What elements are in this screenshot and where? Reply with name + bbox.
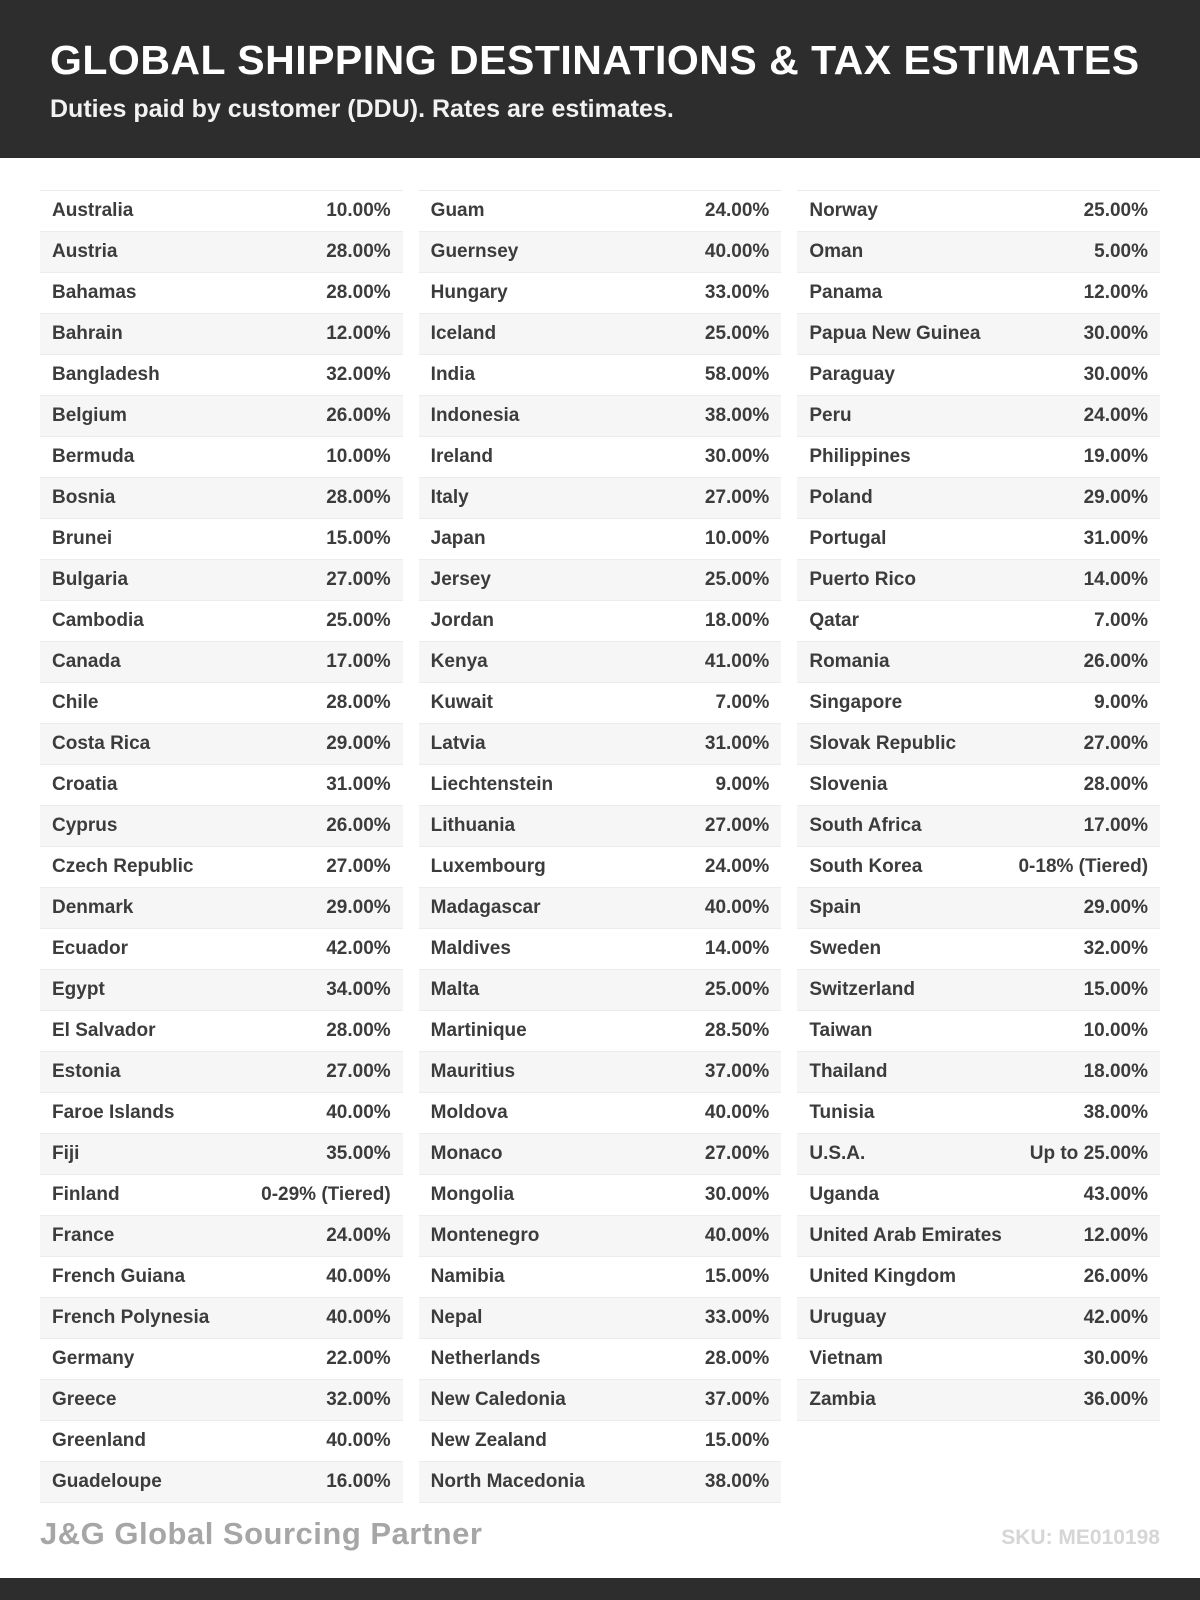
tax-rate: 28.00% bbox=[1083, 774, 1149, 796]
country-name: United Arab Emirates bbox=[809, 1225, 1002, 1247]
tax-rate: 29.00% bbox=[326, 733, 391, 755]
tax-rate: 10.00% bbox=[326, 200, 391, 222]
country-name: Costa Rica bbox=[52, 733, 151, 755]
tax-rate: 24.00% bbox=[1083, 405, 1149, 427]
table-row bbox=[419, 314, 782, 355]
table-row bbox=[419, 847, 782, 888]
tax-rate: 28.00% bbox=[326, 692, 391, 714]
tax-rate: 12.00% bbox=[1083, 1225, 1149, 1247]
tax-rate: 33.00% bbox=[704, 282, 770, 304]
tax-rate: 24.00% bbox=[326, 1225, 391, 1247]
tax-rate: 26.00% bbox=[1083, 651, 1149, 673]
table-row bbox=[40, 683, 403, 724]
tax-rate: 27.00% bbox=[326, 856, 391, 878]
table-row bbox=[419, 437, 782, 478]
country-name: Taiwan bbox=[809, 1020, 873, 1042]
table-row bbox=[419, 970, 782, 1011]
table-row bbox=[40, 1134, 403, 1175]
tax-rate: 27.00% bbox=[704, 815, 770, 837]
tax-rate: 40.00% bbox=[326, 1266, 391, 1288]
tax-rate: 25.00% bbox=[704, 979, 770, 1001]
page-subtitle: Duties paid by customer (DDU). Rates are estimates. bbox=[50, 95, 674, 124]
tax-rate: 15.00% bbox=[704, 1266, 770, 1288]
country-name: Nepal bbox=[430, 1307, 483, 1329]
country-name: Panama bbox=[809, 282, 883, 304]
country-name: Mongolia bbox=[430, 1184, 515, 1206]
table-row bbox=[40, 396, 403, 437]
table-row bbox=[797, 1298, 1160, 1339]
tax-rate: 27.00% bbox=[704, 487, 770, 509]
country-name: Bosnia bbox=[52, 487, 116, 509]
tax-rate: Up to 25.00% bbox=[1029, 1143, 1149, 1165]
table-row bbox=[797, 1052, 1160, 1093]
table-row bbox=[419, 232, 782, 273]
country-name: Romania bbox=[809, 651, 890, 673]
tax-rate: 26.00% bbox=[326, 815, 391, 837]
table-row bbox=[419, 1339, 782, 1380]
table-row bbox=[419, 560, 782, 601]
table-row bbox=[797, 1134, 1160, 1175]
country-name: Australia bbox=[52, 200, 134, 222]
page-header bbox=[0, 0, 1200, 158]
table-row bbox=[40, 601, 403, 642]
tax-rate: 30.00% bbox=[1083, 323, 1149, 345]
table-row bbox=[40, 355, 403, 396]
page-title: GLOBAL SHIPPING DESTINATIONS & TAX ESTIMATES bbox=[50, 37, 1140, 83]
tax-rate: 0-18% (Tiered) bbox=[1018, 856, 1149, 878]
table-row bbox=[419, 888, 782, 929]
tax-rate: 9.00% bbox=[715, 774, 770, 796]
country-name: Denmark bbox=[52, 897, 134, 919]
table-row bbox=[40, 724, 403, 765]
country-name: Bangladesh bbox=[52, 364, 160, 386]
country-name: Jersey bbox=[430, 569, 491, 591]
table-row bbox=[419, 806, 782, 847]
table-row bbox=[419, 765, 782, 806]
country-name: North Macedonia bbox=[430, 1471, 585, 1493]
tax-rate: 30.00% bbox=[704, 446, 770, 468]
tax-rate: 25.00% bbox=[704, 569, 770, 591]
tax-rate: 40.00% bbox=[704, 241, 770, 263]
table-row bbox=[419, 1011, 782, 1052]
country-name: Montenegro bbox=[430, 1225, 540, 1247]
tax-rate: 15.00% bbox=[704, 1430, 770, 1452]
tax-rate: 42.00% bbox=[1083, 1307, 1149, 1329]
country-name: Thailand bbox=[809, 1061, 888, 1083]
table-row bbox=[40, 1462, 403, 1503]
country-name: El Salvador bbox=[52, 1020, 156, 1042]
country-name: Cambodia bbox=[52, 610, 144, 632]
table-row bbox=[419, 519, 782, 560]
table-row bbox=[419, 478, 782, 519]
country-name: Norway bbox=[809, 200, 878, 222]
country-name: South Africa bbox=[809, 815, 922, 837]
tax-rate: 34.00% bbox=[326, 979, 391, 1001]
tax-rate: 18.00% bbox=[704, 610, 770, 632]
country-name: Oman bbox=[809, 241, 864, 263]
tax-rate: 38.00% bbox=[704, 405, 770, 427]
country-name: New Zealand bbox=[430, 1430, 547, 1452]
country-name: Paraguay bbox=[809, 364, 895, 386]
country-name: India bbox=[430, 364, 476, 386]
country-name: United Kingdom bbox=[809, 1266, 957, 1288]
tax-rate: 24.00% bbox=[704, 856, 770, 878]
table-row bbox=[419, 396, 782, 437]
tax-rate: 15.00% bbox=[326, 528, 391, 550]
tax-rate: 28.00% bbox=[326, 1020, 391, 1042]
country-name: Monaco bbox=[430, 1143, 503, 1165]
tax-rate: 7.00% bbox=[1094, 610, 1149, 632]
table-row bbox=[797, 601, 1160, 642]
table-row bbox=[419, 683, 782, 724]
country-name: Sweden bbox=[809, 938, 882, 960]
tax-rate: 30.00% bbox=[704, 1184, 770, 1206]
tax-rate: 32.00% bbox=[1083, 938, 1149, 960]
table-row bbox=[419, 1380, 782, 1421]
country-name: Iceland bbox=[430, 323, 497, 345]
country-name: Maldives bbox=[430, 938, 511, 960]
country-name: Faroe Islands bbox=[52, 1102, 175, 1124]
tax-rate: 16.00% bbox=[326, 1471, 391, 1493]
page-footer bbox=[40, 1516, 1160, 1552]
country-name: Malta bbox=[430, 979, 480, 1001]
rates-table bbox=[0, 190, 1200, 1503]
tax-rate: 25.00% bbox=[704, 323, 770, 345]
country-name: Namibia bbox=[430, 1266, 505, 1288]
tax-rate: 29.00% bbox=[1083, 897, 1149, 919]
table-row bbox=[797, 1093, 1160, 1134]
table-row bbox=[419, 724, 782, 765]
country-name: Guam bbox=[430, 200, 485, 222]
country-name: Moldova bbox=[430, 1102, 508, 1124]
tax-rate: 26.00% bbox=[326, 405, 391, 427]
tax-rate: 10.00% bbox=[1083, 1020, 1149, 1042]
table-row bbox=[797, 560, 1160, 601]
table-row bbox=[797, 1257, 1160, 1298]
country-name: Kenya bbox=[430, 651, 488, 673]
tax-rate: 27.00% bbox=[326, 1061, 391, 1083]
tax-rate: 43.00% bbox=[1083, 1184, 1149, 1206]
table-row bbox=[797, 888, 1160, 929]
tax-rate: 14.00% bbox=[1083, 569, 1149, 591]
table-row bbox=[419, 1257, 782, 1298]
tax-rate: 58.00% bbox=[704, 364, 770, 386]
country-name: Switzerland bbox=[809, 979, 915, 1001]
table-row bbox=[797, 232, 1160, 273]
table-row bbox=[797, 1011, 1160, 1052]
country-name: Brunei bbox=[52, 528, 113, 550]
table-row bbox=[40, 1011, 403, 1052]
table-row bbox=[40, 642, 403, 683]
tax-rate: 40.00% bbox=[326, 1430, 391, 1452]
tax-rate: 12.00% bbox=[1083, 282, 1149, 304]
tax-rate: 31.00% bbox=[704, 733, 770, 755]
tax-rate: 30.00% bbox=[1083, 1348, 1149, 1370]
tax-rate: 28.00% bbox=[326, 241, 391, 263]
country-name: Guadeloupe bbox=[52, 1471, 162, 1493]
country-name: Latvia bbox=[430, 733, 486, 755]
tax-rate: 19.00% bbox=[1083, 446, 1149, 468]
table-row bbox=[797, 314, 1160, 355]
country-name: Mauritius bbox=[430, 1061, 516, 1083]
country-name: Madagascar bbox=[430, 897, 541, 919]
table-row bbox=[40, 1216, 403, 1257]
table-row bbox=[797, 437, 1160, 478]
table-row bbox=[40, 1257, 403, 1298]
tax-rate: 7.00% bbox=[715, 692, 770, 714]
tax-rate: 38.00% bbox=[704, 1471, 770, 1493]
table-row bbox=[419, 1216, 782, 1257]
table-row bbox=[419, 190, 782, 232]
country-name: Germany bbox=[52, 1348, 135, 1370]
table-row bbox=[40, 929, 403, 970]
table-row bbox=[40, 190, 403, 232]
tax-rate: 30.00% bbox=[1083, 364, 1149, 386]
table-row bbox=[797, 396, 1160, 437]
sku-label: SKU: ME010198 bbox=[1001, 1526, 1160, 1549]
tax-rate: 10.00% bbox=[326, 446, 391, 468]
country-name: Ireland bbox=[430, 446, 493, 468]
table-row bbox=[419, 1298, 782, 1339]
table-row bbox=[419, 1175, 782, 1216]
tax-rate: 10.00% bbox=[704, 528, 770, 550]
tax-rate: 26.00% bbox=[1083, 1266, 1149, 1288]
tax-rate: 31.00% bbox=[1083, 528, 1149, 550]
table-row bbox=[40, 1421, 403, 1462]
country-name: Bahrain bbox=[52, 323, 123, 345]
country-name: Indonesia bbox=[430, 405, 520, 427]
country-name: Japan bbox=[430, 528, 486, 550]
table-row bbox=[40, 519, 403, 560]
tax-rate: 9.00% bbox=[1094, 692, 1149, 714]
tax-rate: 37.00% bbox=[704, 1061, 770, 1083]
country-name: Guernsey bbox=[430, 241, 519, 263]
tax-rate: 35.00% bbox=[326, 1143, 391, 1165]
table-row bbox=[419, 1052, 782, 1093]
country-name: Spain bbox=[809, 897, 862, 919]
country-name: Cyprus bbox=[52, 815, 118, 837]
country-name: French Polynesia bbox=[52, 1307, 210, 1329]
tax-rate: 36.00% bbox=[1083, 1389, 1149, 1411]
table-row bbox=[40, 806, 403, 847]
tax-rate: 40.00% bbox=[326, 1102, 391, 1124]
country-name: Bermuda bbox=[52, 446, 135, 468]
tax-rate: 38.00% bbox=[1083, 1102, 1149, 1124]
table-column-2 bbox=[419, 190, 782, 1503]
table-row bbox=[419, 1421, 782, 1462]
country-name: Ecuador bbox=[52, 938, 129, 960]
tax-rate: 29.00% bbox=[326, 897, 391, 919]
tax-rate: 41.00% bbox=[704, 651, 770, 673]
table-row bbox=[797, 806, 1160, 847]
country-name: Canada bbox=[52, 651, 121, 673]
table-row bbox=[419, 355, 782, 396]
country-name: Papua New Guinea bbox=[809, 323, 981, 345]
table-row bbox=[40, 478, 403, 519]
tax-rate: 28.00% bbox=[326, 282, 391, 304]
country-name: South Korea bbox=[809, 856, 923, 878]
country-name: Italy bbox=[430, 487, 469, 509]
country-name: Singapore bbox=[809, 692, 903, 714]
table-row bbox=[40, 1339, 403, 1380]
tax-rate: 40.00% bbox=[704, 1225, 770, 1247]
country-name: Slovenia bbox=[809, 774, 888, 796]
brand-name: J&G Global Sourcing Partner bbox=[40, 1516, 483, 1551]
country-name: Philippines bbox=[809, 446, 911, 468]
country-name: Tunisia bbox=[809, 1102, 875, 1124]
tax-rate: 27.00% bbox=[1083, 733, 1149, 755]
country-name: Belgium bbox=[52, 405, 127, 427]
country-name: Luxembourg bbox=[430, 856, 546, 878]
table-row bbox=[419, 1462, 782, 1503]
tax-rate: 17.00% bbox=[326, 651, 391, 673]
tax-rate: 28.50% bbox=[704, 1020, 770, 1042]
tax-rate: 5.00% bbox=[1094, 241, 1149, 263]
country-name: Czech Republic bbox=[52, 856, 194, 878]
table-row bbox=[797, 1380, 1160, 1421]
tax-rate: 37.00% bbox=[704, 1389, 770, 1411]
country-name: Zambia bbox=[809, 1389, 876, 1411]
tax-rate: 27.00% bbox=[704, 1143, 770, 1165]
table-row bbox=[797, 929, 1160, 970]
country-name: Egypt bbox=[52, 979, 105, 1001]
table-row bbox=[419, 642, 782, 683]
table-row bbox=[419, 1134, 782, 1175]
table-row bbox=[40, 437, 403, 478]
table-row bbox=[40, 1380, 403, 1421]
country-name: Chile bbox=[52, 692, 99, 714]
tax-rate: 18.00% bbox=[1083, 1061, 1149, 1083]
tax-rate: 12.00% bbox=[326, 323, 391, 345]
country-name: Fiji bbox=[52, 1143, 80, 1165]
tax-rate: 22.00% bbox=[326, 1348, 391, 1370]
tax-rate: 28.00% bbox=[704, 1348, 770, 1370]
table-column-3 bbox=[797, 190, 1160, 1421]
country-name: Jordan bbox=[430, 610, 495, 632]
tax-rate: 31.00% bbox=[326, 774, 391, 796]
country-name: New Caledonia bbox=[430, 1389, 566, 1411]
table-row bbox=[797, 1175, 1160, 1216]
table-row bbox=[797, 519, 1160, 560]
tax-rate: 40.00% bbox=[704, 897, 770, 919]
table-row bbox=[797, 642, 1160, 683]
country-name: France bbox=[52, 1225, 115, 1247]
tax-rate: 24.00% bbox=[704, 200, 770, 222]
table-row bbox=[40, 314, 403, 355]
country-name: Puerto Rico bbox=[809, 569, 916, 591]
country-name: Portugal bbox=[809, 528, 887, 550]
tax-rate: 33.00% bbox=[704, 1307, 770, 1329]
country-name: Vietnam bbox=[809, 1348, 883, 1370]
country-name: Peru bbox=[809, 405, 852, 427]
country-name: Kuwait bbox=[430, 692, 493, 714]
table-row bbox=[40, 232, 403, 273]
country-name: Uruguay bbox=[809, 1307, 887, 1329]
country-name: Lithuania bbox=[430, 815, 516, 837]
table-row bbox=[797, 683, 1160, 724]
table-row bbox=[40, 765, 403, 806]
table-row bbox=[419, 1093, 782, 1134]
table-row bbox=[797, 847, 1160, 888]
tax-rate: 14.00% bbox=[704, 938, 770, 960]
table-row bbox=[797, 273, 1160, 314]
table-row bbox=[40, 970, 403, 1011]
country-name: Croatia bbox=[52, 774, 118, 796]
table-row bbox=[419, 601, 782, 642]
tax-rate: 27.00% bbox=[326, 569, 391, 591]
tax-rate: 25.00% bbox=[326, 610, 391, 632]
table-row bbox=[797, 355, 1160, 396]
table-row bbox=[797, 190, 1160, 232]
tax-rate: 29.00% bbox=[1083, 487, 1149, 509]
tax-rate: 28.00% bbox=[326, 487, 391, 509]
table-row bbox=[40, 888, 403, 929]
table-row bbox=[797, 1339, 1160, 1380]
country-name: Martinique bbox=[430, 1020, 527, 1042]
tax-rate: 42.00% bbox=[326, 938, 391, 960]
table-row bbox=[797, 478, 1160, 519]
table-row bbox=[797, 970, 1160, 1011]
country-name: Poland bbox=[809, 487, 873, 509]
country-name: Austria bbox=[52, 241, 118, 263]
tax-rate: 25.00% bbox=[1083, 200, 1149, 222]
country-name: Liechtenstein bbox=[430, 774, 554, 796]
country-name: Netherlands bbox=[430, 1348, 541, 1370]
tax-rate: 32.00% bbox=[326, 364, 391, 386]
country-name: Uganda bbox=[809, 1184, 880, 1206]
table-row bbox=[40, 273, 403, 314]
table-row bbox=[419, 273, 782, 314]
table-row bbox=[40, 1175, 403, 1216]
country-name: Greece bbox=[52, 1389, 117, 1411]
tax-rate: 17.00% bbox=[1083, 815, 1149, 837]
country-name: Qatar bbox=[809, 610, 859, 632]
tax-rate: 40.00% bbox=[704, 1102, 770, 1124]
table-row bbox=[40, 1093, 403, 1134]
tax-rate: 15.00% bbox=[1083, 979, 1149, 1001]
country-name: Hungary bbox=[430, 282, 508, 304]
country-name: Bulgaria bbox=[52, 569, 129, 591]
table-row bbox=[40, 560, 403, 601]
country-name: Greenland bbox=[52, 1430, 146, 1452]
country-name: Estonia bbox=[52, 1061, 121, 1083]
table-row bbox=[40, 847, 403, 888]
country-name: Slovak Republic bbox=[809, 733, 957, 755]
table-row bbox=[419, 929, 782, 970]
country-name: French Guiana bbox=[52, 1266, 186, 1288]
table-row bbox=[797, 1216, 1160, 1257]
table-row bbox=[40, 1298, 403, 1339]
tax-rate: 40.00% bbox=[326, 1307, 391, 1329]
bottom-accent-bar bbox=[0, 1578, 1200, 1600]
tax-rate: 32.00% bbox=[326, 1389, 391, 1411]
country-name: Bahamas bbox=[52, 282, 137, 304]
country-name: Finland bbox=[52, 1184, 120, 1206]
table-row bbox=[40, 1052, 403, 1093]
table-column-1 bbox=[40, 190, 403, 1503]
country-name: U.S.A. bbox=[809, 1143, 866, 1165]
table-row bbox=[797, 765, 1160, 806]
table-row bbox=[797, 724, 1160, 765]
tax-rate: 0-29% (Tiered) bbox=[261, 1184, 391, 1206]
